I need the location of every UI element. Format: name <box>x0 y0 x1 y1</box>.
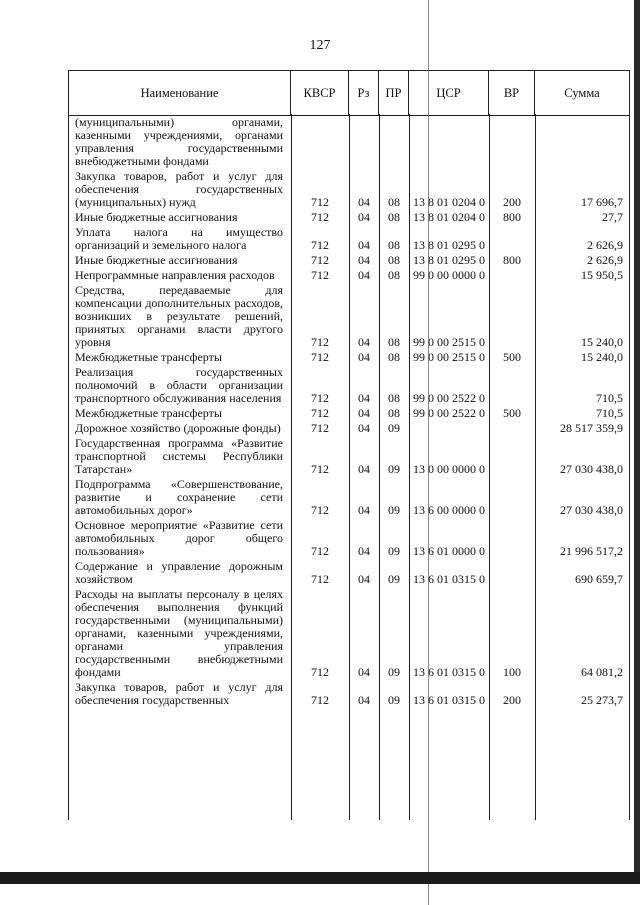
table-row <box>69 478 629 517</box>
row-pr: 08 <box>388 268 400 282</box>
row-csr: 13 6 00 0000 0 <box>413 503 485 517</box>
row-csr: 99 0 00 2515 0 <box>413 335 485 349</box>
row-name: Содержание и управление дорожным хозяйством <box>75 559 283 586</box>
row-pr: 08 <box>388 238 400 252</box>
row-rz: 04 <box>358 572 370 586</box>
row-pr: 08 <box>388 335 400 349</box>
row-csr: 13 8 01 0204 0 <box>413 195 485 209</box>
row-kvsr: 712 <box>311 195 329 209</box>
row-csr: 99 0 00 2522 0 <box>413 391 485 405</box>
row-vr: 100 <box>503 665 521 679</box>
row-pr: 09 <box>388 693 400 707</box>
row-kvsr: 712 <box>311 253 329 267</box>
row-name: (муниципальными) органами, казенными учреждениями, органами управления государственными внебюджетными фондами <box>75 115 283 168</box>
row-kvsr: 712 <box>311 544 329 558</box>
row-kvsr: 712 <box>311 238 329 252</box>
row-pr: 09 <box>388 462 400 476</box>
row-sum: 2 626,9 <box>587 253 623 267</box>
row-kvsr: 712 <box>311 391 329 405</box>
header-rz: Рз <box>349 71 379 115</box>
row-rz: 04 <box>358 462 370 476</box>
table-row <box>69 519 629 558</box>
scan-edge-right <box>634 0 640 884</box>
table-row <box>69 284 629 349</box>
row-rz: 04 <box>358 391 370 405</box>
row-kvsr: 712 <box>311 350 329 364</box>
row-vr: 500 <box>503 406 521 420</box>
row-sum: 25 273,7 <box>581 693 623 707</box>
row-kvsr: 712 <box>311 406 329 420</box>
row-sum: 28 517 359,9 <box>560 421 623 435</box>
row-sum: 27,7 <box>602 210 623 224</box>
table-row <box>69 116 629 168</box>
row-name: Непрограммные направления расходов <box>75 268 275 282</box>
row-name: Закупка товаров, работ и услуг для обеспечения государственных (муниципальных) нужд <box>75 169 283 209</box>
row-pr: 09 <box>388 503 400 517</box>
row-kvsr: 712 <box>311 268 329 282</box>
header-sum: Сумма <box>564 85 600 100</box>
row-vr: 800 <box>503 210 521 224</box>
table-row <box>69 588 629 679</box>
row-kvsr: 712 <box>311 693 329 707</box>
scan-edge-bottom <box>0 872 640 884</box>
row-rz: 04 <box>358 335 370 349</box>
row-pr: 08 <box>388 406 400 420</box>
row-name: Средства, передаваемые для компенсации дополнительных расходов, возникших в результате решений, принятых органами власти другого уровня <box>75 283 283 349</box>
table-row <box>69 226 629 252</box>
table-row <box>69 211 629 224</box>
table-row <box>69 407 629 420</box>
header-pr: ПР <box>379 71 409 115</box>
row-sum: 21 996 517,2 <box>560 544 623 558</box>
row-name: Уплата налога на имущество организаций и земельного налога <box>75 225 283 252</box>
row-rz: 04 <box>358 503 370 517</box>
row-csr: 99 0 00 0000 0 <box>413 268 485 282</box>
row-kvsr: 712 <box>311 503 329 517</box>
row-kvsr: 712 <box>311 421 329 435</box>
row-name: Иные бюджетные ассигнования <box>75 253 238 267</box>
row-sum: 27 030 438,0 <box>560 462 623 476</box>
scan-fold-line <box>428 0 429 905</box>
table-row <box>69 366 629 405</box>
row-csr: 99 0 00 2515 0 <box>413 350 485 364</box>
row-name: Подпрограмма «Совершенствование, развитие и сохранение сети автомобильных дорог» <box>75 477 283 517</box>
row-sum: 2 626,9 <box>587 238 623 252</box>
page-number: 127 <box>309 38 331 53</box>
row-rz: 04 <box>358 693 370 707</box>
row-kvsr: 712 <box>311 462 329 476</box>
row-kvsr: 712 <box>311 572 329 586</box>
row-csr: 13 6 01 0315 0 <box>413 572 485 586</box>
row-csr: 13 8 01 0295 0 <box>413 253 485 267</box>
row-sum: 15 950,5 <box>581 268 623 282</box>
row-vr: 500 <box>503 350 521 364</box>
row-csr: 13 6 01 0315 0 <box>413 693 485 707</box>
row-pr: 08 <box>388 195 400 209</box>
table-body <box>69 116 629 709</box>
table-row <box>69 560 629 586</box>
table-header <box>69 70 629 116</box>
row-name: Государственная программа «Развитие транспортной системы Республики Татарстан» <box>75 436 283 476</box>
row-pr: 09 <box>388 421 400 435</box>
row-rz: 04 <box>358 406 370 420</box>
row-rz: 04 <box>358 268 370 282</box>
row-pr: 08 <box>388 391 400 405</box>
table-row <box>69 269 629 282</box>
row-pr: 08 <box>388 253 400 267</box>
row-csr: 13 6 01 0000 0 <box>413 544 485 558</box>
row-kvsr: 712 <box>311 335 329 349</box>
row-csr: 13 8 01 0295 0 <box>413 238 485 252</box>
row-name: Межбюджетные трансферты <box>75 406 222 420</box>
row-vr: 800 <box>503 253 521 267</box>
table-row <box>69 422 629 435</box>
row-pr: 09 <box>388 665 400 679</box>
row-vr: 200 <box>503 693 521 707</box>
row-sum: 690 659,7 <box>575 572 623 586</box>
row-name: Закупка товаров, работ и услуг для обеспечения государственных <box>75 680 283 707</box>
row-name: Расходы на выплаты персоналу в целях обеспечения выполнения функций государственными (муниципальными) органами, казенными учреждениями, органами управления государственными внебюджетными фондами <box>75 587 283 679</box>
row-csr: 13 0 00 0000 0 <box>413 462 485 476</box>
row-csr: 13 8 01 0204 0 <box>413 210 485 224</box>
budget-table <box>68 70 630 820</box>
row-sum: 710,5 <box>596 406 623 420</box>
row-sum: 15 240,0 <box>581 335 623 349</box>
row-sum: 15 240,0 <box>581 350 623 364</box>
header-vr: ВР <box>489 71 535 115</box>
row-rz: 04 <box>358 421 370 435</box>
row-csr: 99 0 00 2522 0 <box>413 406 485 420</box>
table-row <box>69 170 629 209</box>
row-name: Основное мероприятие «Развитие сети автомобильных дорог общего пользования» <box>75 518 283 558</box>
row-name: Иные бюджетные ассигнования <box>75 210 238 224</box>
header-name: Наименование <box>69 71 291 115</box>
row-rz: 04 <box>358 253 370 267</box>
row-sum: 64 081,2 <box>581 665 623 679</box>
table-row <box>69 254 629 267</box>
row-vr: 200 <box>503 195 521 209</box>
row-pr: 08 <box>388 350 400 364</box>
row-rz: 04 <box>358 238 370 252</box>
header-csr: ЦСР <box>409 71 489 115</box>
row-pr: 09 <box>388 572 400 586</box>
row-sum: 27 030 438,0 <box>560 503 623 517</box>
row-sum: 710,5 <box>596 391 623 405</box>
row-rz: 04 <box>358 195 370 209</box>
row-pr: 08 <box>388 210 400 224</box>
table-row <box>69 437 629 476</box>
row-pr: 09 <box>388 544 400 558</box>
row-kvsr: 712 <box>311 210 329 224</box>
row-name: Межбюджетные трансферты <box>75 350 222 364</box>
row-rz: 04 <box>358 665 370 679</box>
row-csr: 13 6 01 0315 0 <box>413 665 485 679</box>
table-row <box>69 681 629 707</box>
row-rz: 04 <box>358 210 370 224</box>
row-name: Реализация государственных полномочий в области организации транспортного обслуживания населения <box>75 365 283 405</box>
row-sum: 17 696,7 <box>581 195 623 209</box>
row-name: Дорожное хозяйство (дорожные фонды) <box>75 421 281 435</box>
row-rz: 04 <box>358 544 370 558</box>
header-kvsr: КВСР <box>291 71 349 115</box>
row-rz: 04 <box>358 350 370 364</box>
table-row <box>69 351 629 364</box>
row-kvsr: 712 <box>311 665 329 679</box>
